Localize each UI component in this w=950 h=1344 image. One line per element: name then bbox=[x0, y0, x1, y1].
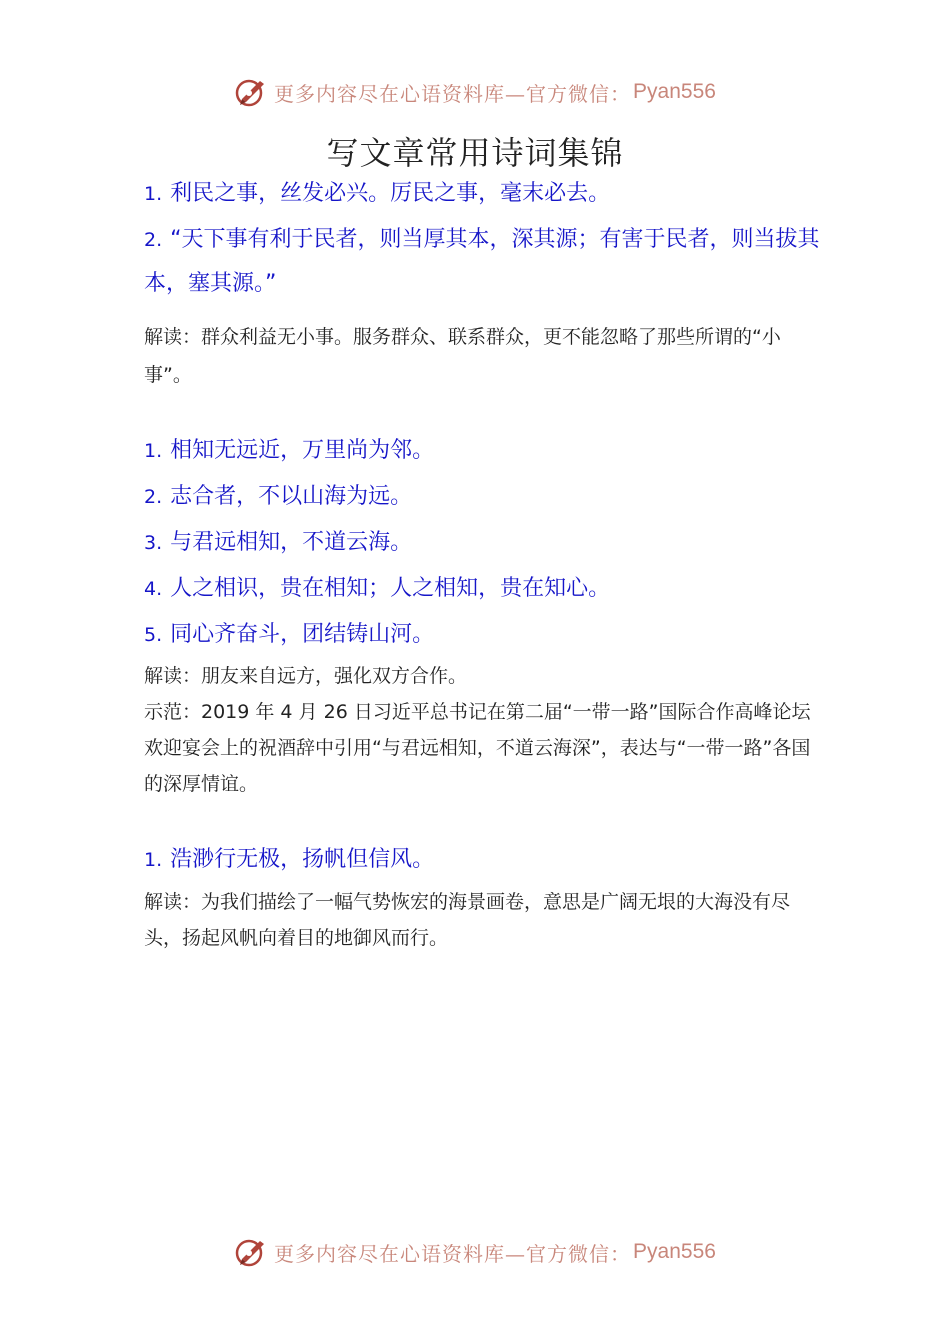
interpretation-note: 解读：群众利益无小事。服务群众、联系群众，更不能忽略了那些所谓的“小事”。 bbox=[144, 326, 781, 386]
banner-text: 更多内容尽在心语资料库—官方微信： bbox=[274, 1241, 632, 1266]
banner-text: 更多内容尽在心语资料库—官方微信： bbox=[274, 81, 632, 106]
quote-item bbox=[144, 520, 824, 566]
quote-number: 1. bbox=[144, 440, 163, 462]
quote-item bbox=[144, 612, 824, 658]
pen-logo-icon bbox=[234, 75, 268, 109]
section-2 bbox=[144, 428, 824, 802]
quote-number: 1. bbox=[144, 849, 163, 871]
quote-item bbox=[144, 428, 824, 474]
quote-item bbox=[144, 172, 824, 216]
quote-item bbox=[144, 838, 824, 882]
quote-number: 4. bbox=[144, 578, 163, 600]
header-banner bbox=[0, 72, 950, 112]
banner-wechat-handle: Pyan556 bbox=[633, 1240, 716, 1263]
section-1 bbox=[144, 172, 824, 394]
section-3 bbox=[144, 838, 824, 956]
quote-text: 与君远相知，不道云海。 bbox=[170, 530, 413, 555]
banner-wechat-handle: Pyan556 bbox=[633, 80, 716, 103]
quote-number: 2. bbox=[144, 486, 163, 508]
footer-banner bbox=[0, 1232, 950, 1272]
interpretation-note: 解读：朋友来自远方，强化双方合作。 bbox=[144, 665, 468, 687]
example-note: 示范：2019 年 4 月 26 日习近平总书记在第二届“一带一路”国际合作高峰论坛欢迎宴会上的祝酒辞中引用“与君远相知，不道云海深”，表达与“一带一路”各国的深厚情谊。 bbox=[144, 701, 811, 795]
interpretation-note: 解读：为我们描绘了一幅气势恢宏的海景画卷，意思是广阔无垠的大海没有尽头，扬起风帆向着目的地御风而行。 bbox=[144, 891, 791, 949]
quote-text: 志合者，不以山海为远。 bbox=[170, 484, 413, 509]
quote-number: 5. bbox=[144, 624, 163, 646]
quote-number: 1. bbox=[144, 183, 163, 205]
quote-item bbox=[144, 218, 824, 306]
quote-text: 同心齐奋斗，团结铸山河。 bbox=[170, 622, 435, 647]
quote-text: “天下事有利于民者，则当厚其本，深其源；有害于民者，则当拔其本，塞其源。” bbox=[144, 227, 820, 296]
pen-logo-icon bbox=[234, 1235, 268, 1269]
quote-number: 2. bbox=[144, 229, 163, 251]
quote-number: 3. bbox=[144, 532, 163, 554]
quote-text: 利民之事，丝发必兴。厉民之事，毫末必去。 bbox=[170, 181, 611, 206]
page-title: 写文章常用诗词集锦 bbox=[326, 134, 624, 172]
quote-text: 人之相识，贵在相知；人之相知，贵在知心。 bbox=[170, 576, 611, 601]
quote-item bbox=[144, 474, 824, 520]
quote-item bbox=[144, 566, 824, 612]
quote-text: 相知无远近，万里尚为邻。 bbox=[170, 438, 435, 463]
quote-text: 浩渺行无极，扬帆但信风。 bbox=[170, 847, 435, 872]
